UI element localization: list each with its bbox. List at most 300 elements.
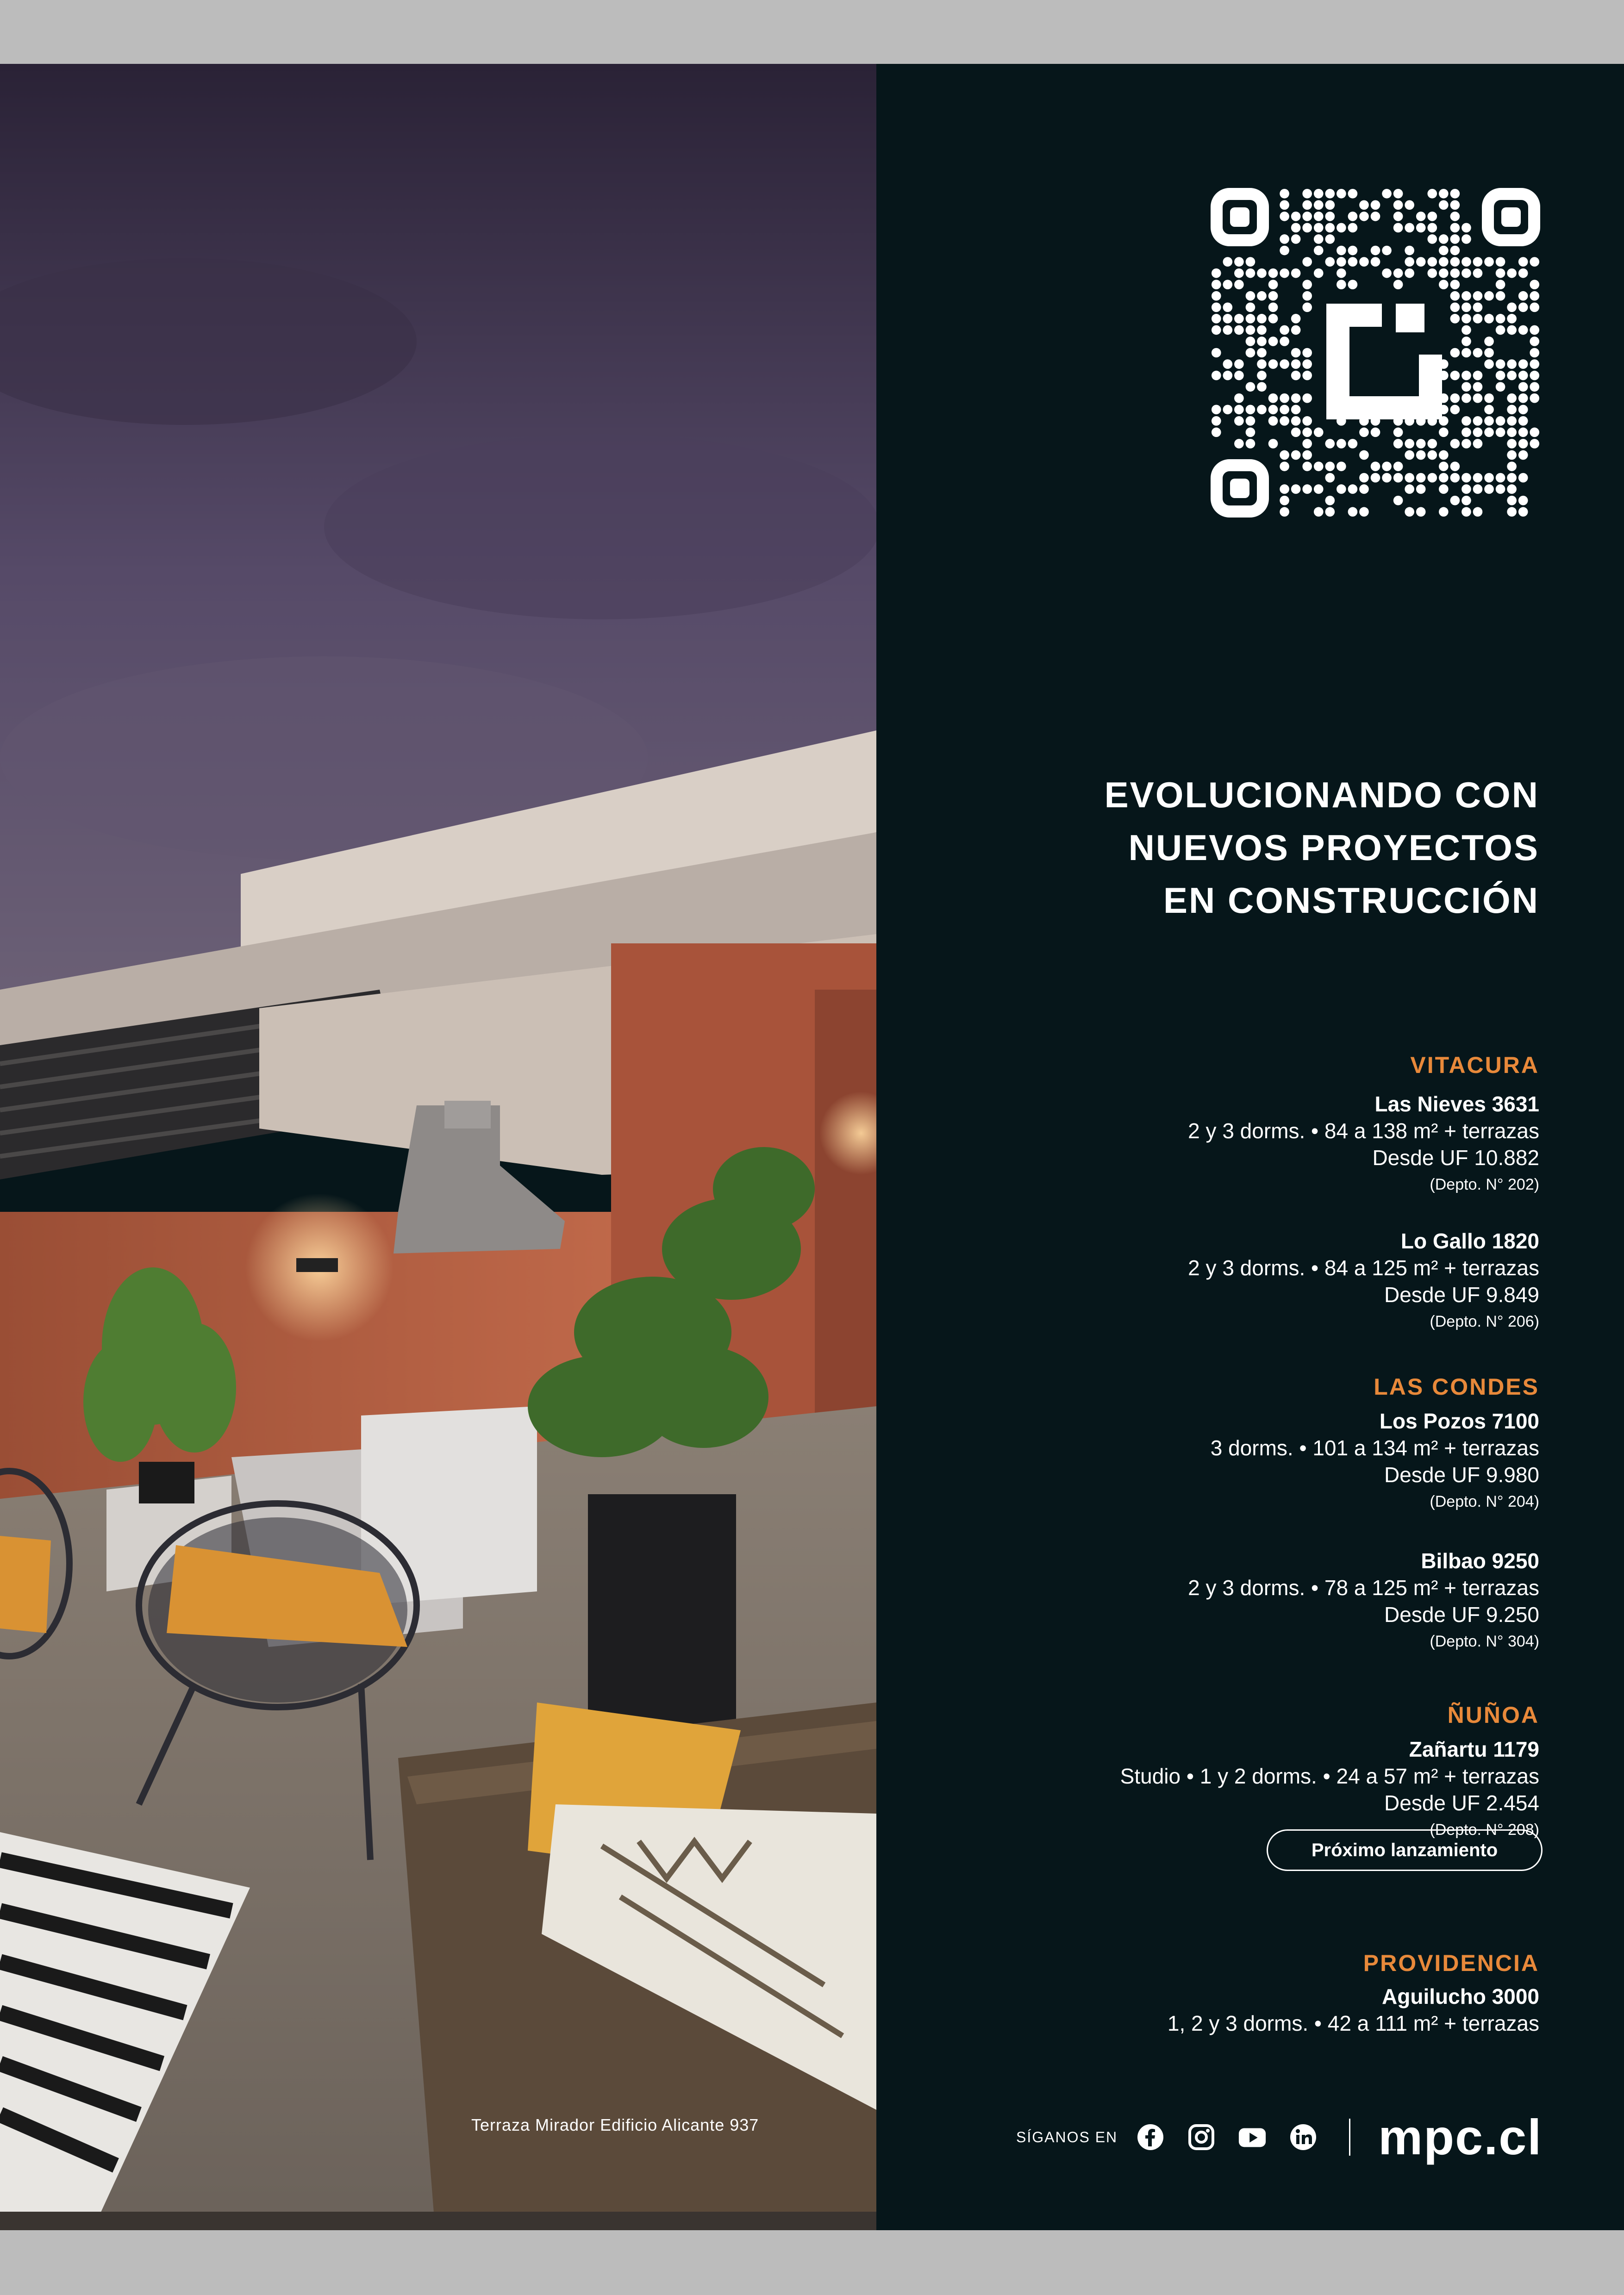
qr-dot [1280,212,1289,221]
project-note: (Depto. N° 204) [1430,1493,1539,1510]
qr-dot [1325,223,1335,233]
qr-dot [1507,268,1517,278]
qr-dot [1530,359,1539,369]
qr-dot [1496,325,1505,335]
qr-dot [1291,405,1301,414]
qr-dot [1484,337,1494,346]
qr-dot [1291,268,1301,278]
qr-dot [1507,359,1517,369]
qr-dot [1257,359,1267,369]
qr-dot [1302,450,1312,460]
qr-dot [1507,473,1517,483]
qr-dot [1439,246,1449,256]
qr-dot [1484,484,1494,494]
qr-dot [1291,393,1301,403]
qr-dot [1302,348,1312,358]
region-heading: ÑUÑOA [1447,1702,1539,1728]
qr-dot [1473,371,1483,380]
qr-dot [1234,405,1244,414]
qr-dot [1507,496,1517,505]
qr-dot [1462,234,1471,244]
project-note: (Depto. N° 304) [1430,1633,1539,1650]
qr-dot [1462,496,1471,505]
photo-caption: Terraza Mirador Edificio Alicante 937 [471,2115,759,2134]
qr-dot [1484,314,1494,324]
qr-dot [1416,484,1426,494]
qr-dot [1530,280,1539,289]
qr-dot [1348,439,1358,449]
qr-dot [1246,314,1255,324]
website-link[interactable]: mpc.cl [1378,2109,1543,2165]
qr-dot [1359,484,1369,494]
qr-dot [1427,212,1437,221]
qr-dot [1337,223,1346,233]
qr-dot [1382,268,1392,278]
qr-dot [1291,234,1301,244]
qr-dot [1234,314,1244,324]
qr-dot [1427,473,1437,483]
qr-dot [1325,461,1335,471]
qr-dot [1507,484,1517,494]
qr-dot [1462,473,1471,483]
qr-dot [1416,212,1426,221]
qr-dot [1234,371,1244,380]
qr-dot [1439,450,1449,460]
project-price: Desde UF 2.454 [1384,1791,1539,1815]
qr-dot [1212,405,1221,414]
qr-dot [1518,405,1528,414]
qr-dot [1348,189,1358,199]
qr-dot [1314,223,1324,233]
qr-dot [1450,257,1460,267]
qr-dot [1291,428,1301,437]
qr-dot [1280,325,1289,335]
qr-dot [1382,473,1392,483]
qr-dot [1530,439,1539,449]
qr-dot [1518,416,1528,426]
qr-dot [1530,291,1539,301]
qr-dot [1212,325,1221,335]
qr-dot [1393,212,1403,221]
info-panel [876,64,1624,2230]
qr-dot [1484,393,1494,403]
qr-dot [1393,189,1403,199]
qr-dot [1314,200,1324,210]
qr-dot [1496,371,1505,380]
qr-dot [1359,507,1369,517]
qr-dot [1371,246,1380,256]
qr-dot [1518,439,1528,449]
project-los-pozos[interactable] [937,1408,1539,1515]
project-details: 2 y 3 dorms. • 84 a 125 m² + terrazas [1188,1256,1539,1280]
qr-dot [1393,428,1403,437]
qr-dot [1462,393,1471,403]
region-heading: LAS CONDES [1374,1374,1539,1400]
project-las-nieves[interactable] [937,1091,1539,1198]
qr-dot [1439,473,1449,483]
region-section-las-condes [937,1371,1539,1655]
qr-dot [1484,257,1494,267]
qr-dot [1473,268,1483,278]
qr-dot [1257,291,1267,301]
qr-dot [1302,428,1312,437]
qr-dot [1325,200,1335,210]
qr-dot [1518,473,1528,483]
qr-dot [1268,359,1278,369]
qr-dot [1518,371,1528,380]
qr-dot [1450,496,1460,505]
qr-dot [1314,484,1324,494]
headline [937,768,1539,927]
qr-dot [1268,268,1278,278]
qr-dot [1530,371,1539,380]
qr-dot [1462,439,1471,449]
qr-dot [1530,302,1539,312]
project-details: 2 y 3 dorms. • 78 a 125 m² + terrazas [1188,1576,1539,1600]
qr-dot [1484,473,1494,483]
qr-dot [1450,393,1460,403]
qr-dot [1325,496,1335,505]
instagram-icon[interactable] [1187,2123,1216,2152]
qr-dot [1382,461,1392,471]
qr-dot [1518,325,1528,335]
qr-dot [1393,280,1403,289]
qr-dot [1302,257,1312,267]
qr-dot [1348,246,1358,256]
qr-dot [1212,291,1221,301]
qr-dot [1291,359,1301,369]
project-name: Bilbao 9250 [1421,1549,1539,1573]
qr-dot [1302,484,1312,494]
qr-dot [1280,484,1289,494]
qr-dot [1302,359,1312,369]
qr-dot [1257,325,1267,335]
qr-dot [1518,496,1528,505]
qr-dot [1507,416,1517,426]
qr-dot [1302,371,1312,380]
qr-dot [1518,393,1528,403]
qr-dot [1246,439,1255,449]
qr-dot [1496,280,1505,289]
qr-dot [1291,484,1301,494]
qr-dot [1280,496,1289,505]
qr-dot [1212,371,1221,380]
qr-dot [1427,268,1437,278]
qr-dot [1518,359,1528,369]
project-price: Desde UF 9.980 [1384,1463,1539,1487]
qr-dot [1291,416,1301,426]
qr-dot [1257,337,1267,346]
qr-dot [1302,416,1312,426]
qr-dot [1405,200,1414,210]
qr-dot [1246,291,1255,301]
qr-dot [1348,507,1358,517]
qr-dot [1507,507,1517,517]
qr-dot [1268,280,1278,289]
qr-dot [1496,382,1505,392]
project-aguilucho[interactable] [937,1983,1539,2037]
qr-dot [1405,246,1414,256]
qr-dot [1314,212,1324,221]
qr-dot [1359,473,1369,483]
qr-dot [1439,507,1449,517]
qr-dot [1496,359,1505,369]
qr-dot [1473,314,1483,324]
qr-dot [1291,450,1301,460]
qr-dot [1507,439,1517,449]
qr-dot [1348,484,1358,494]
qr-dot [1507,314,1517,324]
qr-dot [1439,257,1449,267]
qr-dot [1450,302,1460,312]
qr-dot [1405,223,1414,233]
region-section-nunoa [937,1699,1539,1843]
qr-dot [1257,371,1267,380]
qr-dot [1246,268,1255,278]
qr-dot [1280,337,1289,346]
qr-dot [1268,393,1278,403]
qr-dot [1291,325,1301,335]
qr-dot [1325,189,1335,199]
qr-dot [1382,189,1392,199]
qr-dot [1393,223,1403,233]
qr-dot [1530,325,1539,335]
qr-dot [1337,268,1346,278]
qr-dot [1439,280,1449,289]
qr-dot [1291,212,1301,221]
qr-dot [1337,461,1346,471]
qr-dot [1450,291,1460,301]
qr-dot [1246,405,1255,414]
qr-dot [1439,200,1449,210]
qr-dot [1325,439,1335,449]
linkedin-icon[interactable] [1289,2123,1318,2152]
qr-dot [1496,291,1505,301]
qr-dot [1462,325,1471,335]
qr-dot [1337,280,1346,289]
qr-dot [1268,337,1278,346]
qr-dot [1496,484,1505,494]
qr-dot [1371,428,1380,437]
qr-dot [1496,416,1505,426]
qr-dot [1359,200,1369,210]
project-price: Desde UF 9.250 [1384,1603,1539,1627]
qr-dot [1462,223,1471,233]
qr-dot [1314,189,1324,199]
project-zanartu[interactable] [937,1736,1539,1843]
qr-dot [1416,257,1426,267]
qr-dot [1212,302,1221,312]
qr-dot [1530,428,1539,437]
headline-line-3: EN CONSTRUCCIÓN [1163,880,1539,921]
qr-dot [1348,223,1358,233]
qr-dot [1337,439,1346,449]
qr-dot [1507,405,1517,414]
qr-dot [1450,246,1460,256]
qr-dot [1257,268,1267,278]
qr-dot [1325,257,1335,267]
qr-dot [1462,302,1471,312]
qr-dot [1473,507,1483,517]
qr-dot [1439,189,1449,199]
footer-divider [1349,2119,1350,2156]
project-name: Las Nieves 3631 [1374,1092,1539,1116]
qr-dot [1405,484,1414,494]
qr-dot [1382,246,1392,256]
qr-dot [1246,257,1255,267]
region-section-providencia [937,1947,1539,2037]
qr-dot [1314,268,1324,278]
qr-dot [1314,246,1324,256]
qr-dot [1212,280,1221,289]
qr-dot [1212,268,1221,278]
qr-dot [1484,348,1494,358]
qr-dot [1371,257,1380,267]
qr-dot [1530,257,1539,267]
qr-dot [1496,428,1505,437]
qr-dot [1371,212,1380,221]
project-name: Aguilucho 3000 [1382,1984,1539,2008]
qr-dot [1427,234,1437,244]
qr-dot [1302,302,1312,312]
qr-dot [1337,484,1346,494]
qr-dot [1223,359,1233,369]
qr-dot [1416,473,1426,483]
qr-dot [1473,484,1483,494]
qr-dot [1427,450,1437,460]
qr-code-icon[interactable] [1211,188,1540,518]
qr-dot [1416,507,1426,517]
qr-dot [1450,461,1460,471]
qr-dot [1280,246,1289,256]
qr-dot [1405,473,1414,483]
qr-dot [1314,461,1324,471]
qr-dot [1325,473,1335,483]
qr-dot [1473,439,1483,449]
qr-dot [1257,405,1267,414]
qr-dot [1280,268,1289,278]
qr-dot [1359,428,1369,437]
headline-line-1: EVOLUCIONANDO CON [1104,774,1539,815]
project-details: 2 y 3 dorms. • 84 a 138 m² + terrazas [1188,1119,1539,1143]
qr-dot [1359,257,1369,267]
facebook-icon[interactable] [1136,2123,1165,2152]
qr-dot [1280,416,1289,426]
terrace-photo [0,64,876,2230]
qr-dot [1405,507,1414,517]
qr-dot [1223,257,1233,267]
advertisement-page [0,64,1624,2230]
qr-dot [1462,428,1471,437]
qr-dot [1223,280,1233,289]
qr-dot [1530,348,1539,358]
qr-dot [1348,257,1358,267]
qr-dot [1462,371,1471,380]
qr-dot [1246,337,1255,346]
qr-dot [1450,212,1460,221]
qr-dot [1450,200,1460,210]
project-lo-gallo[interactable] [937,1228,1539,1335]
qr-dot [1268,439,1278,449]
qr-dot [1439,234,1449,244]
qr-dot [1359,450,1369,460]
project-price: Desde UF 9.849 [1384,1283,1539,1307]
project-name: Lo Gallo 1820 [1400,1229,1539,1253]
qr-dot [1507,428,1517,437]
project-note: (Depto. N° 208) [1430,1821,1539,1839]
qr-dot [1212,348,1221,358]
qr-dot [1246,416,1255,426]
qr-dot [1212,428,1221,437]
qr-dot [1484,416,1494,426]
qr-dot [1416,450,1426,460]
qr-dot [1280,393,1289,403]
qr-dot [1212,314,1221,324]
qr-dot [1348,212,1358,221]
qr-dot [1473,382,1483,392]
region-heading: PROVIDENCIA [1363,1950,1539,1976]
qr-dot [1291,371,1301,380]
social-footer [1016,2109,1543,2165]
qr-dot [1450,189,1460,199]
qr-dot [1268,302,1278,312]
qr-dot [1268,405,1278,414]
qr-dot [1314,234,1324,244]
qr-dot [1439,461,1449,471]
qr-dot [1518,268,1528,278]
qr-dot [1337,257,1346,267]
qr-dot [1393,496,1403,505]
qr-dot [1484,405,1494,414]
qr-dot [1257,314,1267,324]
qr-dot [1439,484,1449,494]
qr-dot [1473,416,1483,426]
qr-dot [1462,507,1471,517]
qr-dot [1473,257,1483,267]
qr-dot [1393,473,1403,483]
qr-dot [1234,268,1244,278]
qr-dot [1393,268,1403,278]
qr-dot [1302,280,1312,289]
qr-dot [1496,268,1505,278]
qr-dot [1530,337,1539,346]
qr-dot [1280,234,1289,244]
qr-dot [1393,439,1403,449]
qr-dot [1393,200,1403,210]
qr-dot [1246,382,1255,392]
youtube-icon[interactable] [1238,2123,1267,2152]
upcoming-launch-badge[interactable]: Próximo lanzamiento [1267,1829,1543,1871]
qr-dot [1484,359,1494,369]
qr-dot [1234,416,1244,426]
qr-dot [1371,200,1380,210]
qr-dot [1530,382,1539,392]
qr-dot [1223,405,1233,414]
project-bilbao[interactable] [937,1547,1539,1655]
qr-dot [1257,382,1267,392]
qr-dot [1518,428,1528,437]
qr-dot [1359,212,1369,221]
qr-dot [1302,393,1312,403]
qr-dot [1507,302,1517,312]
qr-dot [1405,268,1414,278]
region-section-vitacura [937,1049,1539,1335]
qr-dot [1223,314,1233,324]
qr-dot [1427,223,1437,233]
qr-dot [1268,416,1278,426]
qr-dot [1234,325,1244,335]
qr-dot [1416,439,1426,449]
